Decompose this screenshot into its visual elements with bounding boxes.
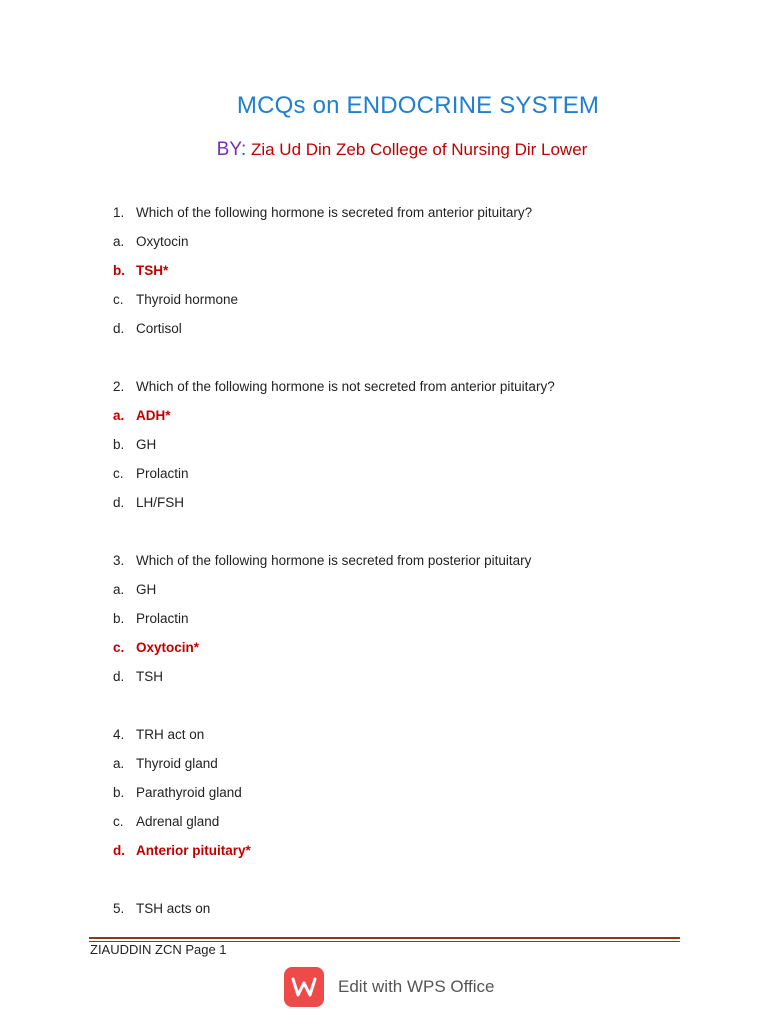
answer-option — [113, 754, 673, 783]
question-text: TSH acts on — [136, 901, 211, 916]
answer-option — [113, 319, 673, 348]
option-text: Thyroid hormone — [136, 292, 239, 307]
option-text: LH/FSH — [136, 495, 185, 510]
answer-option — [113, 290, 673, 319]
answer-option — [113, 812, 673, 841]
edit-with-wps-button[interactable] — [284, 965, 495, 1009]
option-text: ADH* — [136, 408, 171, 423]
answer-option-correct — [113, 638, 673, 667]
option-letter: a. — [113, 408, 125, 423]
author-byline — [0, 139, 768, 161]
byline-by-label: BY: — [216, 139, 247, 160]
answer-option — [113, 667, 673, 696]
answer-option — [113, 493, 673, 522]
answer-option — [113, 609, 673, 638]
answer-option — [113, 232, 673, 261]
page-footer: ZIAUDDIN ZCN Page 1 — [90, 942, 227, 957]
question-stem — [113, 203, 673, 232]
option-letter: b. — [113, 611, 125, 626]
question-number: 1. — [113, 205, 125, 220]
question-text: Which of the following hormone is secreted from anterior pituitary? — [136, 205, 533, 220]
question-spacer — [113, 696, 673, 725]
option-letter: a. — [113, 756, 125, 771]
answer-option — [113, 464, 673, 493]
question-stem — [113, 551, 673, 580]
option-letter: d. — [113, 321, 125, 336]
option-text: GH — [136, 437, 157, 452]
option-letter: c. — [113, 292, 124, 307]
answer-option-correct — [113, 406, 673, 435]
wps-label: Edit with WPS Office — [338, 977, 495, 996]
question-spacer — [113, 522, 673, 551]
option-text: Parathyroid gland — [136, 785, 242, 800]
option-letter: a. — [113, 582, 125, 597]
option-letter: d. — [113, 669, 125, 684]
option-letter: c. — [113, 466, 124, 481]
question-stem — [113, 725, 673, 754]
question-number: 3. — [113, 553, 125, 568]
option-text: Oxytocin* — [136, 640, 200, 655]
answer-option-correct — [113, 261, 673, 290]
question-text: TRH act on — [136, 727, 205, 742]
question-number: 4. — [113, 727, 125, 742]
option-text: Adrenal gland — [136, 814, 220, 829]
question-text: Which of the following hormone is not secreted from anterior pituitary? — [136, 379, 555, 394]
answer-option-correct — [113, 841, 673, 870]
byline-text: Zia Ud Din Zeb College of Nursing Dir Lower — [246, 140, 588, 159]
option-letter: d. — [113, 843, 125, 858]
question-list — [113, 203, 673, 928]
question-text: Which of the following hormone is secreted from posterior pituitary — [136, 553, 532, 568]
option-text: Thyroid gland — [136, 756, 218, 771]
page-title: MCQs on ENDOCRINE SYSTEM — [236, 92, 600, 119]
option-letter: c. — [113, 814, 124, 829]
option-text: Anterior pituitary* — [136, 843, 251, 858]
option-text: GH — [136, 582, 157, 597]
option-text: Cortisol — [136, 321, 182, 336]
option-text: Prolactin — [136, 611, 189, 626]
option-letter: a. — [113, 234, 125, 249]
option-letter: b. — [113, 437, 125, 452]
question-stem — [113, 899, 673, 928]
option-text: Oxytocin — [136, 234, 189, 249]
option-letter: c. — [113, 640, 125, 655]
answer-option — [113, 580, 673, 609]
option-letter: b. — [113, 263, 125, 278]
option-text: TSH* — [136, 263, 169, 278]
question-stem — [113, 377, 673, 406]
option-letter: d. — [113, 495, 125, 510]
option-text: TSH — [136, 669, 163, 684]
answer-option — [113, 783, 673, 812]
question-spacer — [113, 870, 673, 899]
option-letter: b. — [113, 785, 125, 800]
option-text: Prolactin — [136, 466, 189, 481]
answer-option — [113, 435, 673, 464]
wps-logo-icon — [284, 967, 324, 1007]
question-number: 5. — [113, 901, 125, 916]
question-number: 2. — [113, 379, 125, 394]
footer-divider — [89, 937, 680, 939]
question-spacer — [113, 348, 673, 377]
